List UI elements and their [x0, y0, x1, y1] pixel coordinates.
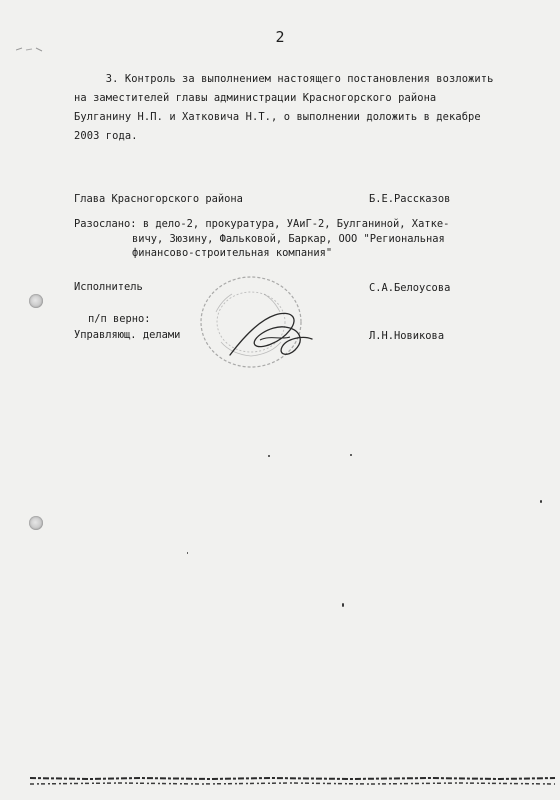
manager-title: Управляющ. делами — [74, 329, 181, 341]
punch-hole — [29, 516, 43, 530]
distribution-line: Разослано: в дело-2, прокуратура, УАиГ-2, Булганиной, Хатке- — [74, 218, 450, 230]
scan-edge-noise — [30, 770, 555, 792]
handwritten-signature — [220, 295, 320, 375]
paragraph-line: на заместителей главы администрации Красногорского района — [74, 92, 437, 104]
speck — [350, 454, 352, 456]
executor-title: Исполнитель — [74, 281, 143, 293]
distribution-line: вичу, Зюзину, Фальковой, Баркар, ООО "Региональная — [132, 232, 445, 245]
paragraph-line: 2003 года. — [74, 130, 138, 142]
head-name: Б.Е.Рассказов — [369, 193, 451, 205]
speck — [268, 455, 270, 457]
distribution-list — [74, 217, 494, 261]
distribution-line: финансово-строительная компания" — [132, 247, 333, 259]
paragraph-line: Булганину Н.П. и Хатковича Н.Т., о выполнении доложить в декабре — [74, 111, 481, 123]
certified-label: п/п верно: — [88, 313, 151, 325]
speck — [540, 500, 542, 503]
manager-name: Л.Н.Новикова — [369, 330, 445, 342]
paragraph-line: 3. Контроль за выполнением настоящего постановления возложить — [74, 73, 494, 85]
head-title: Глава Красногорского района — [74, 193, 243, 205]
page-number: 2 — [275, 28, 285, 46]
control-paragraph — [74, 70, 494, 146]
punch-hole — [29, 294, 43, 308]
speck — [187, 552, 188, 554]
executor-name: С.А.Белоусова — [369, 282, 451, 294]
speck — [342, 603, 344, 607]
